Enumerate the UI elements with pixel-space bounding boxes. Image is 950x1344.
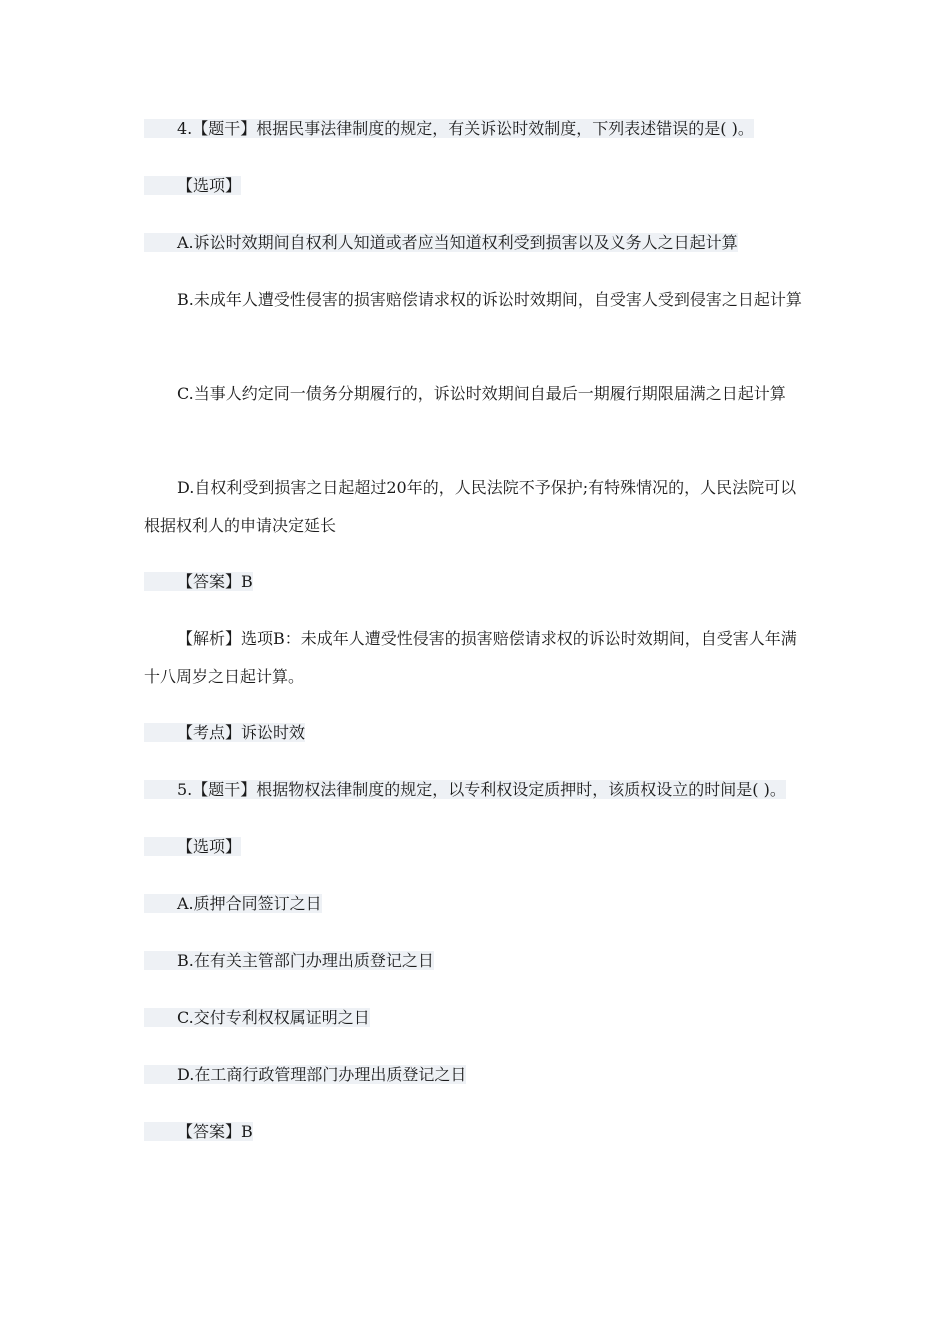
question-4-option-d: D.自权利受到损害之日起超过20年的，人民法院不予保护;有特殊情况的，人民法院可以根据权利人的申请决定延长 (144, 478, 797, 535)
question-4-analysis: 【解析】选项B：未成年人遭受性侵害的损害赔偿请求权的诉讼时效期间，自受害人年满十八周岁之日起计算。 (144, 629, 797, 686)
question-5-options-header: 【选项】 (144, 828, 810, 866)
question-5-answer: 【答案】B (144, 1113, 810, 1151)
question-5-option-b: B.在有关主管部门办理出质登记之日 (144, 942, 810, 980)
question-4-options-header: 【选项】 (144, 167, 810, 205)
question-4-option-b: B.未成年人遭受性侵害的损害赔偿请求权的诉讼时效期间，自受害人受到侵害之日起计算 (177, 290, 802, 309)
question-5-option-c: C.交付专利权权属证明之日 (144, 999, 810, 1037)
question-5-stem: 5.【题干】根据物权法律制度的规定，以专利权设定质押时，该质权设立的时间是( )。 (144, 771, 810, 809)
question-4-answer: 【答案】B (144, 563, 810, 601)
question-4-option-a: A.诉讼时效期间自权利人知道或者应当知道权利受到损害以及义务人之日起计算 (144, 224, 810, 262)
question-4-point: 【考点】诉讼时效 (144, 714, 810, 752)
question-5-option-a: A.质押合同签订之日 (144, 885, 810, 923)
question-4-stem: 4.【题干】根据民事法律制度的规定，有关诉讼时效制度，下列表述错误的是( )。 (144, 110, 810, 148)
question-5-option-d: D.在工商行政管理部门办理出质登记之日 (144, 1056, 810, 1094)
question-4-option-c: C.当事人约定同一债务分期履行的，诉讼时效期间自最后一期履行期限届满之日起计算 (177, 384, 786, 403)
